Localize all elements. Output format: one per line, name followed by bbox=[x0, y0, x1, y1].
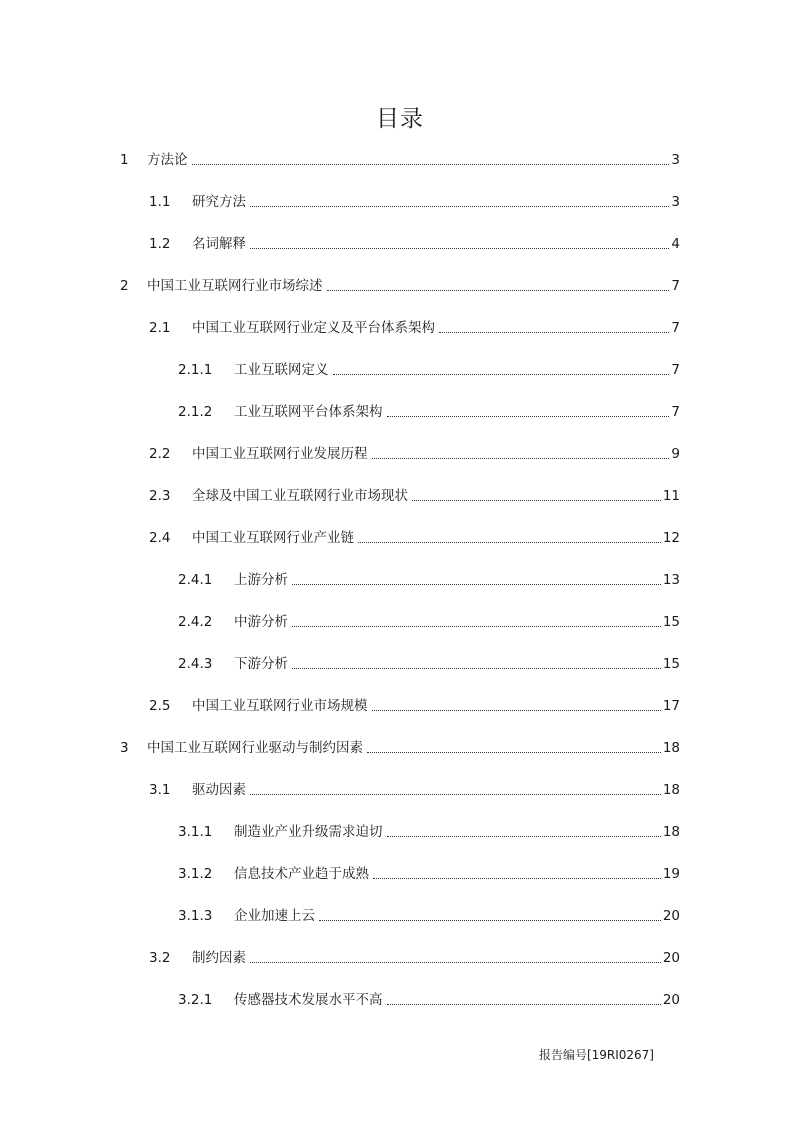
toc-entry-label: 名词解释 bbox=[192, 236, 246, 252]
toc-entry[interactable] bbox=[178, 654, 680, 674]
toc-entry-number: 2.1.1 bbox=[178, 362, 213, 378]
toc-entry-label: 中国工业互联网行业市场综述 bbox=[147, 278, 323, 294]
toc-entry-label: 制造业产业升级需求迫切 bbox=[234, 824, 383, 840]
toc-entry[interactable] bbox=[149, 444, 680, 464]
toc-entry-number: 3 bbox=[120, 740, 129, 756]
toc-entry-page: 20 bbox=[662, 992, 680, 1008]
toc-entry[interactable] bbox=[149, 780, 680, 800]
toc-entry[interactable] bbox=[178, 612, 680, 632]
toc-entry-number: 2.4 bbox=[149, 530, 171, 546]
toc-dot-leader bbox=[412, 500, 661, 501]
toc-dot-leader bbox=[192, 164, 670, 165]
toc-entry-label: 中国工业互联网行业市场规模 bbox=[192, 698, 368, 714]
toc-entry-number: 2 bbox=[120, 278, 129, 294]
toc-entry-page: 15 bbox=[662, 656, 680, 672]
page-title: 目录 bbox=[376, 106, 424, 132]
toc-entry-page: 3 bbox=[671, 152, 680, 168]
toc-entry-label: 中国工业互联网行业驱动与制约因素 bbox=[147, 740, 363, 756]
toc-dot-leader bbox=[319, 920, 661, 921]
toc-entry-page: 7 bbox=[671, 362, 680, 378]
toc-entry[interactable] bbox=[178, 906, 680, 926]
toc-entry-label: 中国工业互联网行业发展历程 bbox=[192, 446, 368, 462]
toc-entry[interactable] bbox=[178, 990, 680, 1010]
toc-dot-leader bbox=[367, 752, 661, 753]
toc-dot-leader bbox=[250, 248, 669, 249]
toc-entry-label: 中国工业互联网行业产业链 bbox=[192, 530, 354, 546]
toc-entry-number: 3.1.1 bbox=[178, 824, 213, 840]
toc-entry-page: 7 bbox=[671, 404, 680, 420]
toc-entry-label: 制约因素 bbox=[192, 950, 246, 966]
toc-entry-page: 20 bbox=[662, 950, 680, 966]
toc-entry[interactable] bbox=[149, 486, 680, 506]
toc-entry-number: 2.3 bbox=[149, 488, 171, 504]
toc-entry-label: 研究方法 bbox=[192, 194, 246, 210]
toc-entry[interactable] bbox=[178, 822, 680, 842]
toc-entry[interactable] bbox=[178, 402, 680, 422]
toc-entry-number: 1.1 bbox=[149, 194, 171, 210]
toc-entry[interactable] bbox=[149, 948, 680, 968]
toc-entry-page: 7 bbox=[671, 278, 680, 294]
toc-entry-page: 11 bbox=[662, 488, 680, 504]
toc-dot-leader bbox=[250, 962, 661, 963]
toc-dot-leader bbox=[292, 668, 661, 669]
toc-entry-number: 2.4.3 bbox=[178, 656, 213, 672]
toc-entry-number: 2.1 bbox=[149, 320, 171, 336]
toc-entry-page: 15 bbox=[662, 614, 680, 630]
toc-dot-leader bbox=[373, 878, 661, 879]
toc-entry-page: 9 bbox=[671, 446, 680, 462]
toc-entry[interactable] bbox=[120, 150, 680, 170]
toc-entry-page: 17 bbox=[662, 698, 680, 714]
toc-entry-number: 2.2 bbox=[149, 446, 171, 462]
toc-entry-label: 信息技术产业趋于成熟 bbox=[234, 866, 369, 882]
toc-entry[interactable] bbox=[178, 570, 680, 590]
toc-entry[interactable] bbox=[178, 360, 680, 380]
toc-entry[interactable] bbox=[120, 738, 680, 758]
toc-dot-leader bbox=[387, 416, 670, 417]
toc-entry-page: 18 bbox=[662, 824, 680, 840]
toc-dot-leader bbox=[250, 206, 669, 207]
toc-entry[interactable] bbox=[120, 276, 680, 296]
toc-entry-number: 2.4.2 bbox=[178, 614, 213, 630]
toc-dot-leader bbox=[327, 290, 670, 291]
toc-dot-leader bbox=[250, 794, 661, 795]
toc-entry-label: 全球及中国工业互联网行业市场现状 bbox=[192, 488, 408, 504]
toc-entry-label: 下游分析 bbox=[234, 656, 288, 672]
toc-entry-number: 2.1.2 bbox=[178, 404, 213, 420]
toc-dot-leader bbox=[292, 584, 661, 585]
toc-entry-number: 3.1 bbox=[149, 782, 171, 798]
toc-dot-leader bbox=[439, 332, 669, 333]
toc-entry[interactable] bbox=[178, 864, 680, 884]
toc-entry-number: 2.4.1 bbox=[178, 572, 213, 588]
toc-entry-label: 传感器技术发展水平不高 bbox=[234, 992, 383, 1008]
toc-entry-label: 中游分析 bbox=[234, 614, 288, 630]
toc-entry-number: 3.2 bbox=[149, 950, 171, 966]
report-number: 报告编号[19RI0267] bbox=[538, 1048, 654, 1062]
toc-entry-label: 上游分析 bbox=[234, 572, 288, 588]
toc-dot-leader bbox=[372, 710, 661, 711]
toc-entry-number: 3.1.2 bbox=[178, 866, 213, 882]
toc-entry[interactable] bbox=[149, 234, 680, 254]
toc-entry-number: 1 bbox=[120, 152, 129, 168]
toc-entry-label: 中国工业互联网行业定义及平台体系架构 bbox=[192, 320, 435, 336]
toc-entry-page: 18 bbox=[662, 740, 680, 756]
toc-dot-leader bbox=[387, 1004, 661, 1005]
toc-dot-leader bbox=[358, 542, 661, 543]
toc-entry[interactable] bbox=[149, 696, 680, 716]
toc-entry-label: 方法论 bbox=[147, 152, 188, 168]
toc-entry-page: 20 bbox=[662, 908, 680, 924]
toc-dot-leader bbox=[372, 458, 670, 459]
toc-entry-number: 3.1.3 bbox=[178, 908, 213, 924]
toc-entry-page: 19 bbox=[662, 866, 680, 882]
toc-entry-label: 工业互联网定义 bbox=[234, 362, 329, 378]
toc-entry-page: 13 bbox=[662, 572, 680, 588]
toc-entry-page: 7 bbox=[671, 320, 680, 336]
toc-entry[interactable] bbox=[149, 192, 680, 212]
toc-entry-label: 企业加速上云 bbox=[234, 908, 315, 924]
toc-entry-number: 1.2 bbox=[149, 236, 171, 252]
toc-entry-page: 3 bbox=[671, 194, 680, 210]
toc-entry-number: 3.2.1 bbox=[178, 992, 213, 1008]
toc-entry-page: 12 bbox=[662, 530, 680, 546]
toc-entry-number: 2.5 bbox=[149, 698, 171, 714]
toc-dot-leader bbox=[292, 626, 661, 627]
toc-entry[interactable] bbox=[149, 318, 680, 338]
toc-entry-label: 工业互联网平台体系架构 bbox=[234, 404, 383, 420]
toc-entry-page: 18 bbox=[662, 782, 680, 798]
toc-entry-page: 4 bbox=[671, 236, 680, 252]
toc-dot-leader bbox=[387, 836, 661, 837]
toc-entry[interactable] bbox=[149, 528, 680, 548]
toc-dot-leader bbox=[333, 374, 670, 375]
toc-entry-label: 驱动因素 bbox=[192, 782, 246, 798]
